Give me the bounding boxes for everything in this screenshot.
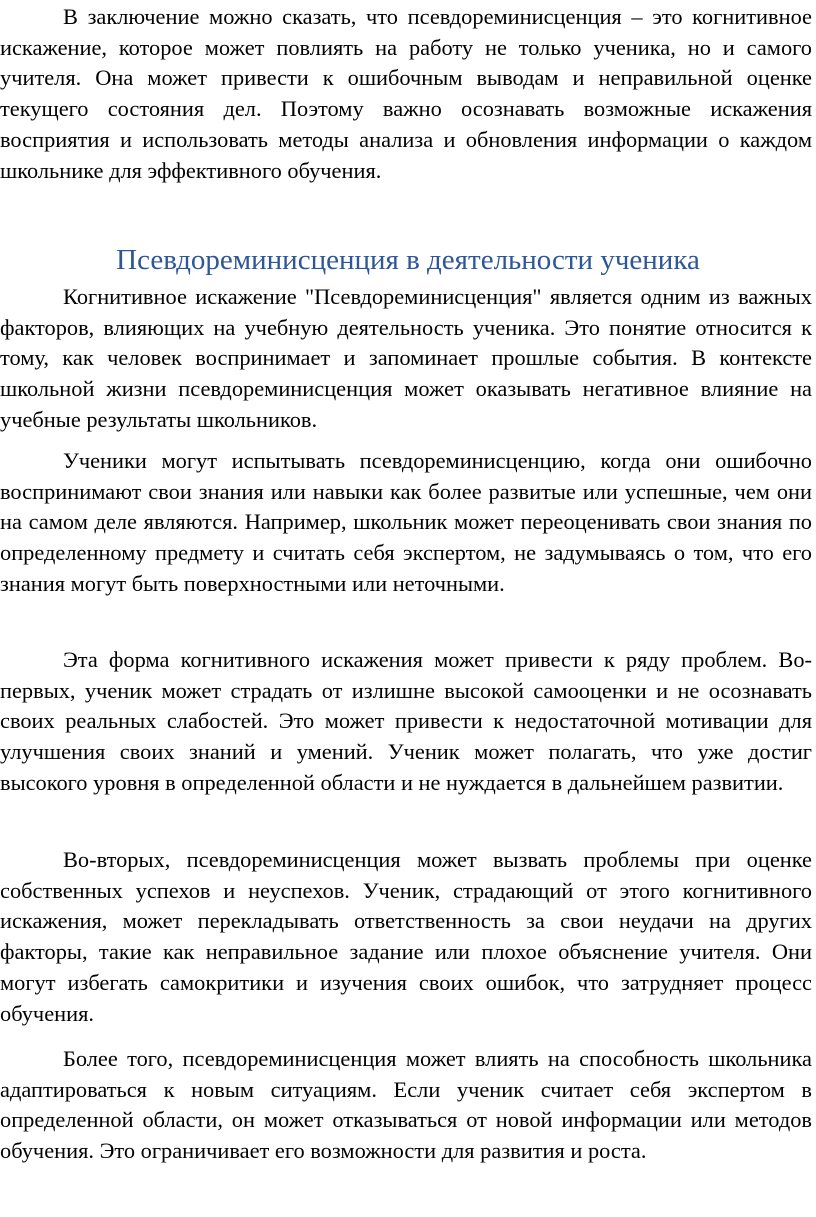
paragraph-definition: Когнитивное искажение "Псевдореминисценция" является одним из важных факторов, влияющих на учебную деятельность ученика. Это понятие относится к тому, как человек воспринимает и запоминает прошлые события. В контексте школьной жизни псевдореминисценция может оказывать негативное влияние на учебные результаты школьников. bbox=[0, 284, 812, 432]
section-heading: Псевдореминисценция в деятельности ученика bbox=[116, 244, 700, 276]
paragraph-overestimation: Ученики могут испытывать псевдореминисценцию, когда они ошибочно воспринимают свои знания или навыки как более развитые или успешные, чем они на самом деле являются. Например, школьник может переоценивать свои знания по определенному предмету и считать себя экспертом, не задумываясь о том, что его знания могут быть поверхностными или неточными. bbox=[0, 448, 812, 596]
paragraph-problems-second: Во-вторых, псевдореминисценция может вызвать проблемы при оценке собственных успехов и неуспехов. Ученик, страдающий от этого когнитивного искажения, может перекладывать ответственность за свои неудачи на других факторы, такие как неправильное задание или плохое объяснение учителя. Они могут избегать самокритики и изучения своих ошибок, что затрудняет процесс обучения. bbox=[0, 847, 812, 1026]
paragraph-adaptation: Более того, псевдореминисценция может влиять на способность школьника адаптироваться к новым ситуациям. Если ученик считает себя экспертом в определенной области, он может отказываться от новой информации или методов обучения. Это ограничивает его возможности для развития и роста. bbox=[0, 1046, 812, 1164]
paragraph-problems-first: Эта форма когнитивного искажения может привести к ряду проблем. Во-первых, ученик может страдать от излишне высокой самооценки и не осознавать своих реальных слабостей. Это может привести к недостаточной мотивации для улучшения своих знаний и умений. Ученик может полагать, что уже достиг высокого уровня в определенной области и не нуждается в дальнейшем развитии. bbox=[0, 647, 812, 795]
intro-paragraph: В заключение можно сказать, что псевдореминисценция – это когнитивное искажение, которое может повлиять на работу не только ученика, но и самого учителя. Она может привести к ошибочным выводам и неправильной оценке текущего состояния дел. Поэтому важно осознавать возможные искажения восприятия и использовать методы анализа и обновления информации о каждом школьнике для эффективного обучения. bbox=[0, 4, 812, 183]
